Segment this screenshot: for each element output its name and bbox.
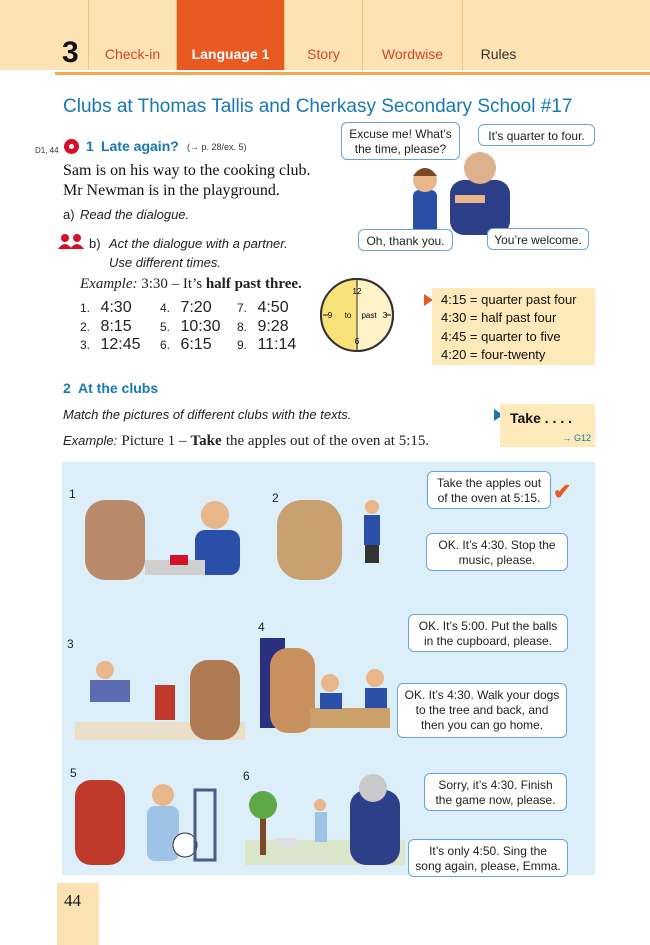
task-a-text: Read the dialogue. xyxy=(80,207,190,222)
clock-diagram xyxy=(319,277,395,353)
picture-football-club xyxy=(75,770,235,865)
time-item: 3. 12:45 xyxy=(80,336,141,353)
info-line: 4:30 = half past four xyxy=(441,310,557,325)
bubble-quarter-to-four: It’s quarter to four. xyxy=(478,124,595,146)
clock-past-label: past xyxy=(361,311,377,320)
example-label: Example: xyxy=(80,276,138,292)
picture-dog-walking-club xyxy=(245,770,405,865)
text-bubble-1: Take the apples out of the oven at 5:15. xyxy=(427,471,551,509)
tab-rules[interactable]: Rules xyxy=(462,0,534,70)
example-2-label: Example: xyxy=(63,433,118,448)
bubble-welcome: You’re welcome. xyxy=(487,228,589,250)
example-line xyxy=(80,276,302,293)
picture-music-club xyxy=(272,495,397,585)
dialogue-illustration xyxy=(395,150,575,235)
clock-12: 12 xyxy=(352,287,362,296)
example-bold: half past three. xyxy=(205,276,302,292)
picture-games-club xyxy=(260,628,400,743)
partner-work-icon xyxy=(57,233,85,249)
picture-number-3: 3 xyxy=(67,637,74,651)
picture-number-5: 5 xyxy=(70,766,77,780)
time-item: 1. 4:30 xyxy=(80,299,132,316)
time-item: 4. 7:20 xyxy=(160,299,212,316)
exercise-2-instruction: Match the pictures of different clubs with the texts. xyxy=(63,407,352,422)
bubble-thank-you: Oh, thank you. xyxy=(358,229,453,251)
picture-dance-club xyxy=(75,650,245,740)
time-item: 5. 10:30 xyxy=(160,318,221,335)
page-title: Clubs at Thomas Tallis and Cherkasy Secondary School #17 xyxy=(63,96,573,117)
clock-3: 3 xyxy=(382,311,388,320)
cd-track-label: D1, 44 xyxy=(35,146,59,155)
intro-line-2: Mr Newman is in the playground. xyxy=(63,182,280,199)
info-line: 4:20 = four-twenty xyxy=(441,347,546,362)
picture-number-2: 2 xyxy=(272,491,279,505)
task-b-line-1: Act the dialogue with a partner. xyxy=(109,236,288,251)
info-line: 4:15 = quarter past four xyxy=(441,292,577,307)
exercise-2-example xyxy=(63,432,429,450)
clock-9: 9 xyxy=(327,311,333,320)
clock-6: 6 xyxy=(354,337,360,346)
picture-number-1: 1 xyxy=(69,487,76,501)
exercise-2-title: At the clubs xyxy=(78,380,159,396)
time-item: 7. 4:50 xyxy=(237,299,289,316)
text-bubble-2: OK. It’s 4:30. Stop the music, please. xyxy=(426,533,568,571)
task-a-label: a) xyxy=(63,207,75,222)
exercise-2-number: 2 xyxy=(63,380,71,396)
text-bubble-4: OK. It’s 4:30. Walk your dogs to the tree and back, and then you can go home. xyxy=(397,683,567,738)
tab-check-in[interactable]: Check-in xyxy=(88,0,176,70)
picture-number-4: 4 xyxy=(258,620,265,634)
task-b-line-2: Use different times. xyxy=(109,255,221,270)
picture-number-6: 6 xyxy=(243,769,250,783)
example-2-bold: Take xyxy=(190,433,222,449)
grammar-reference[interactable]: → G12 xyxy=(562,433,591,443)
time-item: 2. 8:15 xyxy=(80,318,132,335)
tab-story[interactable]: Story xyxy=(284,0,362,70)
time-expressions-box xyxy=(432,288,595,365)
time-item: 9. 11:14 xyxy=(237,336,297,353)
take-text: Take . . . . xyxy=(510,410,572,426)
time-item: 8. 9:28 xyxy=(237,318,289,335)
text-bubble-6: It’s only 4:50. Sing the song again, please, Emma. xyxy=(408,839,568,877)
bubble-excuse-me: Excuse me! What’s the time, please? xyxy=(341,122,460,160)
text-bubble-3: OK. It’s 5:00. Put the balls in the cupboard, please. xyxy=(408,614,568,652)
exercise-1-number: 1 xyxy=(86,138,94,154)
check-mark-icon: ✔ xyxy=(553,479,572,504)
example-2-rest: the apples out of the oven at 5:15. xyxy=(225,433,430,449)
cd-icon[interactable] xyxy=(64,139,79,154)
picture-cooking-club xyxy=(85,490,250,585)
task-b-label: b) xyxy=(89,236,101,251)
example-2-text: Picture 1 – xyxy=(121,433,187,449)
time-item: 6. 6:15 xyxy=(160,336,212,353)
grammar-hint-box xyxy=(500,404,595,447)
clock-to-label: to xyxy=(344,311,352,320)
page-number: 44 xyxy=(64,891,81,910)
unit-number: 3 xyxy=(62,36,79,69)
intro-line-1: Sam is on his way to the cooking club. xyxy=(63,162,311,179)
info-line: 4:45 = quarter to five xyxy=(441,329,561,344)
tab-wordwise[interactable]: Wordwise xyxy=(362,0,462,70)
example-text: 3:30 – It’s xyxy=(141,276,203,292)
tab-language-1[interactable]: Language 1 xyxy=(176,0,284,70)
exercise-1-reference: (→ p. 28/ex. 5) xyxy=(187,142,247,152)
text-bubble-5: Sorry, it’s 4:30. Finish the game now, please. xyxy=(424,773,567,811)
header-divider xyxy=(55,72,650,75)
exercise-1-title: Late again? xyxy=(101,138,179,154)
